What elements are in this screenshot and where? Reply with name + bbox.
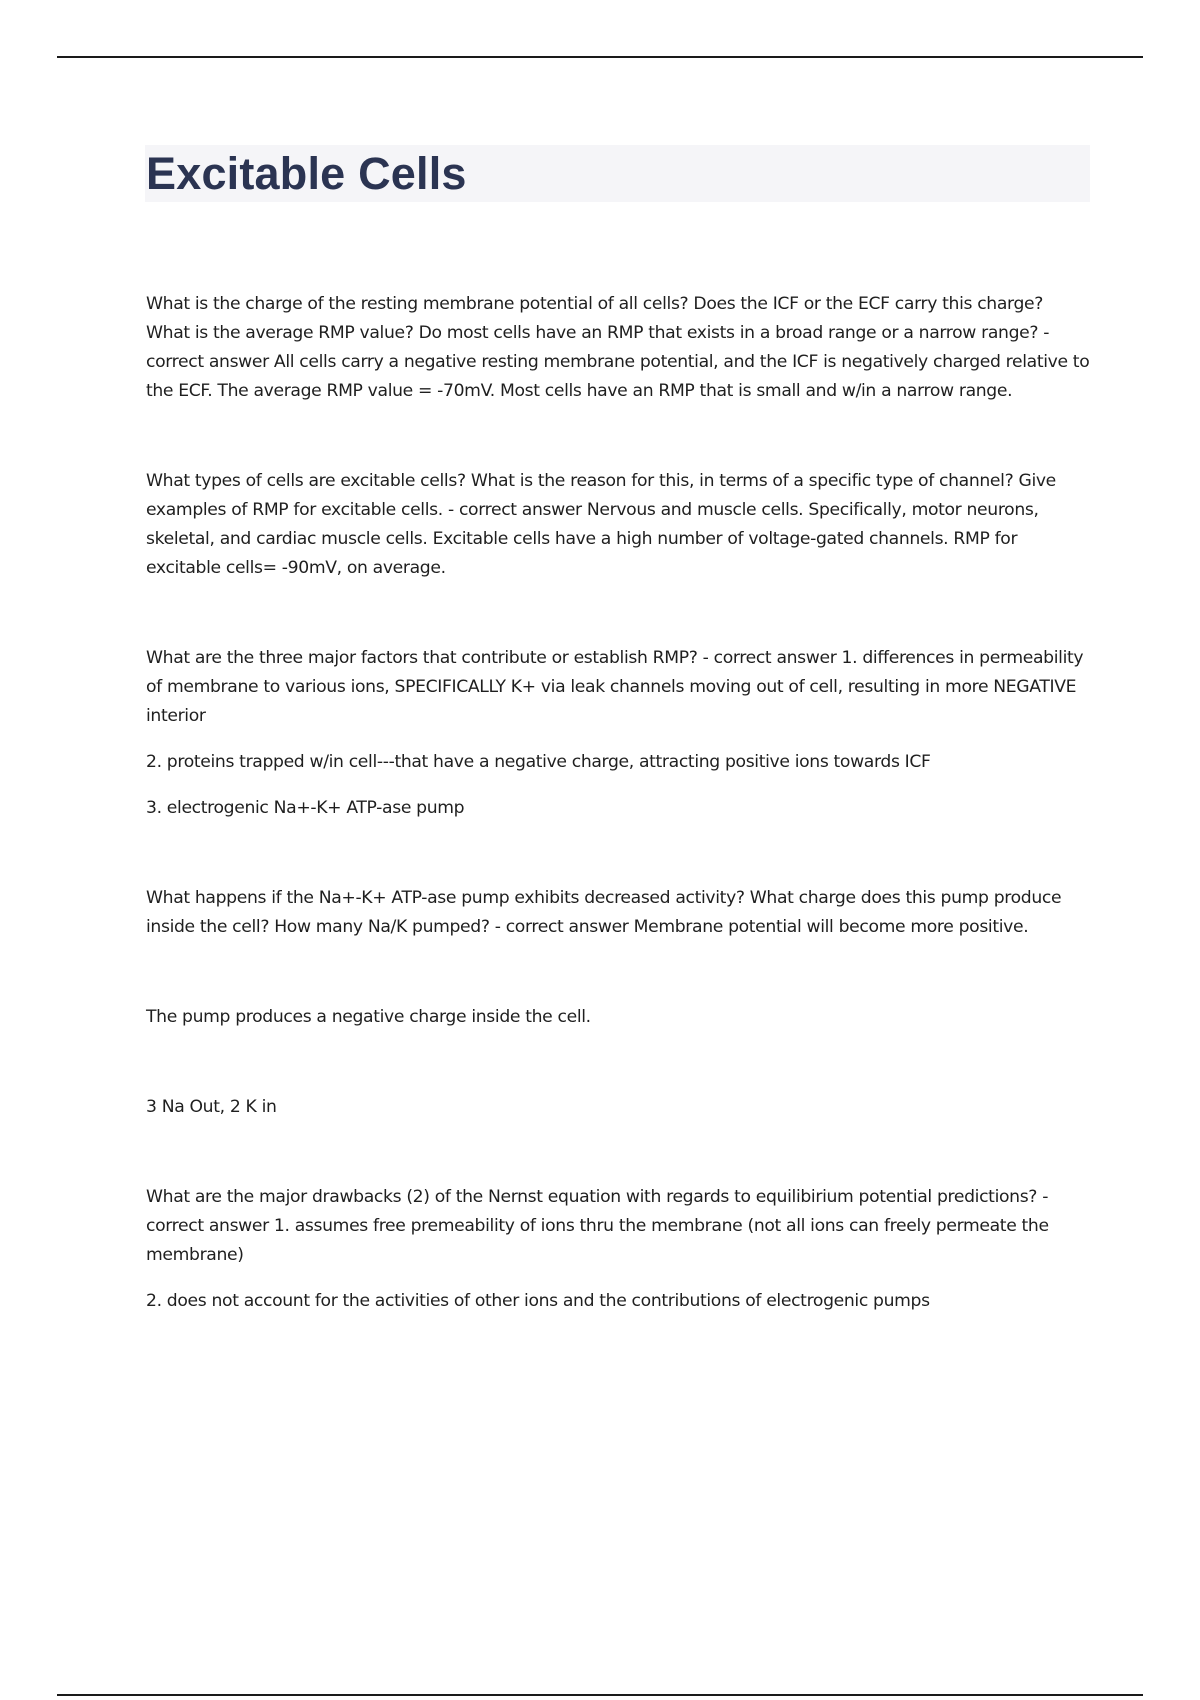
top-divider bbox=[57, 56, 1143, 58]
answer-line-pump-charge: The pump produces a negative charge inside the cell. bbox=[146, 1007, 591, 1027]
answer-line-pump-ratio: 3 Na Out, 2 K in bbox=[146, 1097, 277, 1117]
qa-paragraph-rmp-factors: What are the three major factors that contribute or establish RMP? - correct answer 1. differences in permeability of membrane to various ions, SPECIFICALLY K+ via leak channels moving out of cell, resulting in more NEGATIVE interior bbox=[146, 648, 1084, 726]
bottom-divider bbox=[57, 1694, 1143, 1696]
qa-paragraph-rmp-charge: What is the charge of the resting membrane potential of all cells? Does the ICF or the ECF carry this charge? What is the average RMP value? Do most cells have an RMP that exists in a broad range or a narrow range? - correct answer All cells carry a negative resting membrane potential, and the ICF is negatively charged relative to the ECF. The average RMP value = -70mV. Most cells have an RMP that is small and w/in a narrow range. bbox=[146, 294, 1090, 401]
list-item-proteins: 2. proteins trapped w/in cell---that have a negative charge, attracting positive ions towards ICF bbox=[146, 752, 931, 772]
qa-paragraph-excitable-cells: What types of cells are excitable cells? What is the reason for this, in terms of a specific type of channel? Give examples of RMP for excitable cells. - correct answer Nervous and muscle cells. Specifically, motor neurons, skeletal, and cardiac muscle cells. Excitable cells have a high number of voltage-gated channels. RMP for excitable cells= -90mV, on average. bbox=[146, 471, 1056, 578]
qa-paragraph-nernst-drawbacks: What are the major drawbacks (2) of the Nernst equation with regards to equilibirium potential predictions? - correct answer 1. assumes free premeability of ions thru the membrane (not all ions can freely permeate the membrane) bbox=[146, 1187, 1049, 1265]
page-title: Excitable Cells bbox=[146, 148, 467, 199]
qa-paragraph-pump-activity: What happens if the Na+-K+ ATP-ase pump exhibits decreased activity? What charge does this pump produce inside the cell? How many Na/K pumped? - correct answer Membrane potential will become more positive. bbox=[146, 888, 1062, 937]
list-item-pump: 3. electrogenic Na+-K+ ATP-ase pump bbox=[146, 798, 465, 818]
list-item-nernst-drawback-2: 2. does not account for the activities of other ions and the contributions of electrogenic pumps bbox=[146, 1291, 930, 1311]
document-body bbox=[146, 290, 1091, 1316]
